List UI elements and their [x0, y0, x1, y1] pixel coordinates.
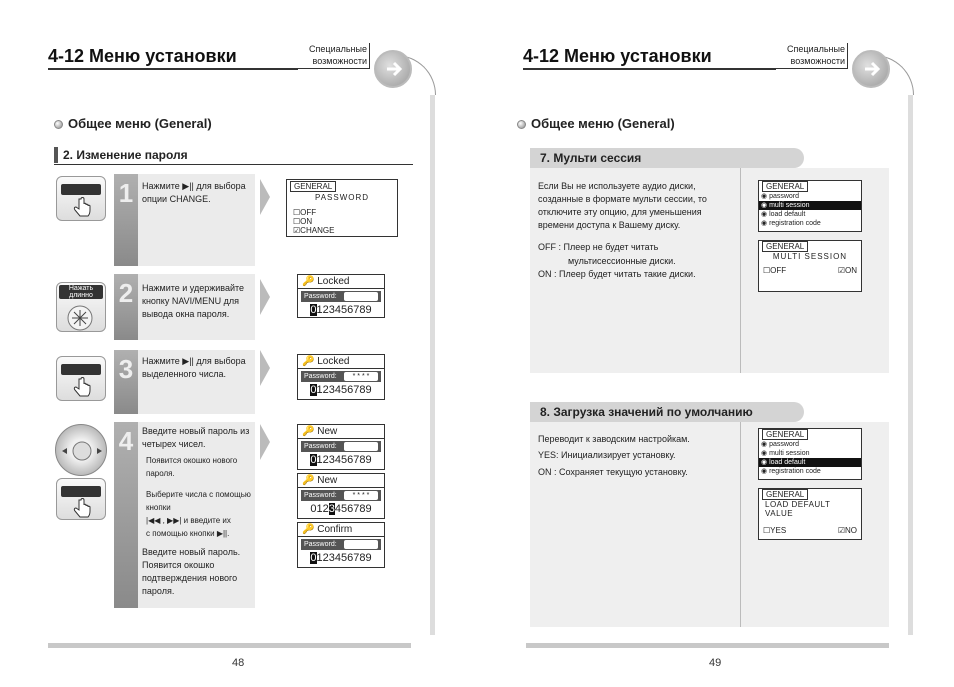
section-heading: Общее меню (General) [54, 116, 212, 131]
password-screen: 🔑 Confirm Password: 0123456789 [297, 522, 385, 568]
section-7-desc: Если Вы не используете аудио диски, созданные в формате мульти сессии, то отключите эту опцию, для уменьшения времени доступа к Вашему диску. [538, 181, 707, 230]
lcd-general-menu: GENERAL ◉ password ◉ multi session ◉ load default ◉ registration code [758, 428, 862, 480]
lcd-general-menu: GENERAL ◉ password ◉ multi session ◉ load default ◉ registration code [758, 180, 862, 232]
section-7-off-2: мультисессионные диски. [568, 256, 676, 266]
control-slider-icon [56, 478, 106, 520]
control-slider-icon [56, 356, 106, 401]
footer-bar [48, 643, 411, 648]
navi-button-icon: Нажать длинно [56, 282, 106, 332]
subsection-heading: 2. Изменение пароля [63, 148, 188, 162]
subsection-rule [54, 164, 413, 165]
section-8-desc: Переводит к заводским настройкам. [538, 434, 690, 444]
section-7-on: ON : Плеер будет читать такие диски. [538, 269, 696, 279]
password-screen: 🔑 Locked Password: * * * * 0123456789 [297, 354, 385, 400]
bullet-icon [517, 120, 526, 129]
password-screen: 🔑 New Password: * * * * 0123456789 [297, 473, 385, 519]
subsection-marker [54, 147, 58, 163]
step-4-number: 4 [114, 422, 138, 608]
password-screen: 🔑 New Password: 0123456789 [297, 424, 385, 470]
step-3-number: 3 [114, 350, 138, 414]
section-8-yes: YES: Инициализирует установку. [538, 450, 676, 460]
side-bar [908, 95, 913, 635]
step-3-arrow [260, 350, 270, 386]
page-number: 48 [232, 657, 245, 669]
bullet-icon [54, 120, 63, 129]
control-slider-icon [56, 176, 106, 221]
step-1-arrow [260, 179, 270, 215]
lcd-multi-session: GENERAL MULTI SESSION ☐OFF ☑ON [758, 240, 862, 292]
password-screen: 🔑 Locked Password: 0123456789 [297, 274, 385, 318]
section-8-on: ON : Сохраняет текущую установку. [538, 467, 688, 477]
lcd-password-menu: GENERAL PASSWORD ☐OFF ☐ON ☑CHANGE [286, 179, 398, 237]
step-3-text: Нажмите ▶|| для выбора выделенного числа. [142, 356, 246, 379]
page-number: 49 [709, 657, 722, 669]
step-2-text: Нажмите и удерживайте кнопку NAVI/MENU для вывода окна пароля. [142, 283, 245, 319]
section-heading: Общее меню (General) [517, 116, 675, 131]
section-7-off: OFF : Плеер не будет читать [538, 242, 659, 252]
side-bar [430, 95, 435, 635]
page-title: 4-12 Меню установки [523, 46, 712, 66]
page-title: 4-12 Меню установки [48, 46, 237, 66]
step-1-number: 1 [114, 174, 138, 266]
step-2-number: 2 [114, 274, 138, 340]
section-badge: Специальные возможности [774, 43, 848, 69]
lcd-load-default: GENERAL LOAD DEFAULT VALUE ☐YES ☑NO [758, 488, 862, 540]
section-8-title: 8. Загрузка значений по умолчанию [530, 402, 804, 422]
step-2-arrow [260, 279, 270, 315]
section-badge: Специальные возможности [296, 43, 370, 69]
divider [740, 422, 741, 627]
step-4-text: Введите новый пароль из четырех чисел. Появится окошко нового пароля. Выберите числа с помощью кнопки |◀◀ , ▶▶| и введите их с помощью кнопки ▶||. Введите новый пароль. Появится окошко подтверждения нового пароля. [142, 426, 251, 596]
next-arrow-icon [852, 50, 890, 88]
section-7-title: 7. Мульти сессия [530, 148, 804, 168]
title-rule [523, 68, 776, 70]
next-arrow-icon [374, 50, 412, 88]
divider [740, 168, 741, 373]
title-rule [48, 68, 298, 70]
navi-wheel-icon [55, 424, 107, 476]
step-1-text: Нажмите ▶|| для выбора опции CHANGE. [142, 181, 246, 204]
step-4-arrow [260, 424, 270, 460]
footer-bar [526, 643, 889, 648]
